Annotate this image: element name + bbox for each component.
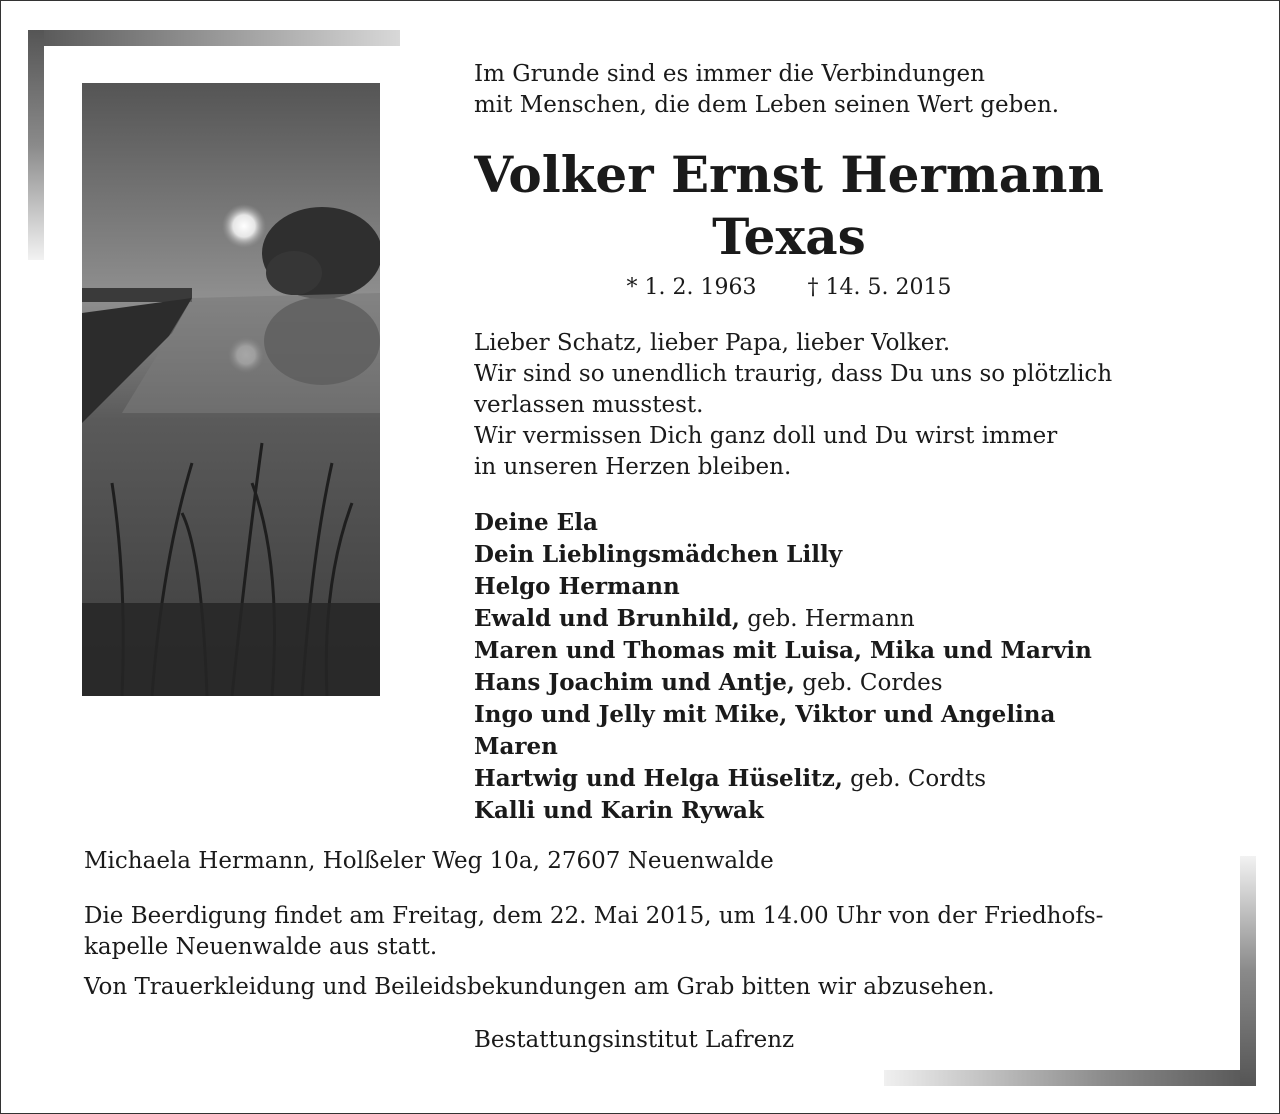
quote-line: Im Grunde sind es immer die Verbindungen [474, 61, 985, 87]
mourner-name: Deine Ela [474, 509, 598, 536]
frame-corner-top-left-vertical [28, 30, 44, 260]
condolence-request: Von Trauerkleidung und Beileidsbekundungen am Grab bitten wir abzusehen. [84, 974, 995, 1000]
mourner-name: Ewald und Brunhild, [474, 605, 740, 632]
funeral-line: Die Beerdigung findet am Freitag, dem 22. Mai 2015, um 14.00 Uhr von der Friedhofs- [84, 903, 1104, 929]
mourner-entry [474, 635, 1092, 667]
mourner-entry [474, 795, 1092, 827]
lake-sunrise-photo [82, 83, 380, 696]
deceased-name: Volker Ernst Hermann [474, 145, 1104, 204]
mourner-entry [474, 539, 1092, 571]
mourner-entry [474, 507, 1092, 539]
mourner-name: Hartwig und Helga Hüselitz, [474, 765, 843, 792]
frame-corner-top-left-horizontal [28, 30, 400, 46]
quote-line: mit Menschen, die dem Leben seinen Wert geben. [474, 92, 1060, 118]
mourner-name: Ingo und Jelly mit Mike, Viktor und Angelina [474, 701, 1056, 728]
mourner-entry [474, 731, 1092, 763]
frame-corner-bottom-right-horizontal [884, 1070, 1256, 1086]
message-line: Wir sind so unendlich traurig, dass Du uns so plötzlich [474, 361, 1113, 387]
message-line: verlassen musstest. [474, 392, 704, 418]
death-date: † 14. 5. 2015 [807, 275, 952, 300]
mourner-name: Helgo Hermann [474, 573, 680, 600]
mourner-note: geb. Hermann [739, 606, 915, 632]
mourner-entry [474, 699, 1092, 731]
mourner-note: geb. Cordts [842, 766, 987, 792]
undertaker-name: Bestattungsinstitut Lafrenz [474, 1027, 795, 1053]
life-dates [474, 274, 1104, 302]
mourner-name: Maren [474, 733, 558, 760]
mourner-name: Dein Lieblingsmädchen Lilly [474, 541, 843, 568]
funeral-info [84, 901, 1103, 963]
mourner-entry [474, 667, 1092, 699]
memorial-quote [474, 59, 1059, 121]
mourner-entry [474, 571, 1092, 603]
message-line: Lieber Schatz, lieber Papa, lieber Volker. [474, 330, 951, 356]
mourner-name: Hans Joachim und Antje, [474, 669, 795, 696]
message-line: in unseren Herzen bleiben. [474, 454, 792, 480]
mourner-name: Maren und Thomas mit Luisa, Mika und Marvin [474, 637, 1092, 664]
message-line: Wir vermissen Dich ganz doll und Du wirst immer [474, 423, 1058, 449]
mourners-list [474, 507, 1092, 827]
deceased-name-block [474, 144, 1104, 268]
mourner-entry [474, 603, 1092, 635]
deceased-nickname: Texas [712, 207, 866, 266]
funeral-line: kapelle Neuenwalde aus statt. [84, 934, 438, 960]
contact-address: Michaela Hermann, Holßeler Weg 10a, 27607 Neuenwalde [84, 848, 774, 874]
birth-date: * 1. 2. 1963 [626, 275, 757, 300]
mourner-entry [474, 763, 1092, 795]
frame-corner-bottom-right-vertical [1240, 856, 1256, 1086]
farewell-message [474, 328, 1112, 483]
mourner-note: geb. Cordes [794, 670, 943, 696]
mourner-name: Kalli und Karin Rywak [474, 797, 764, 824]
